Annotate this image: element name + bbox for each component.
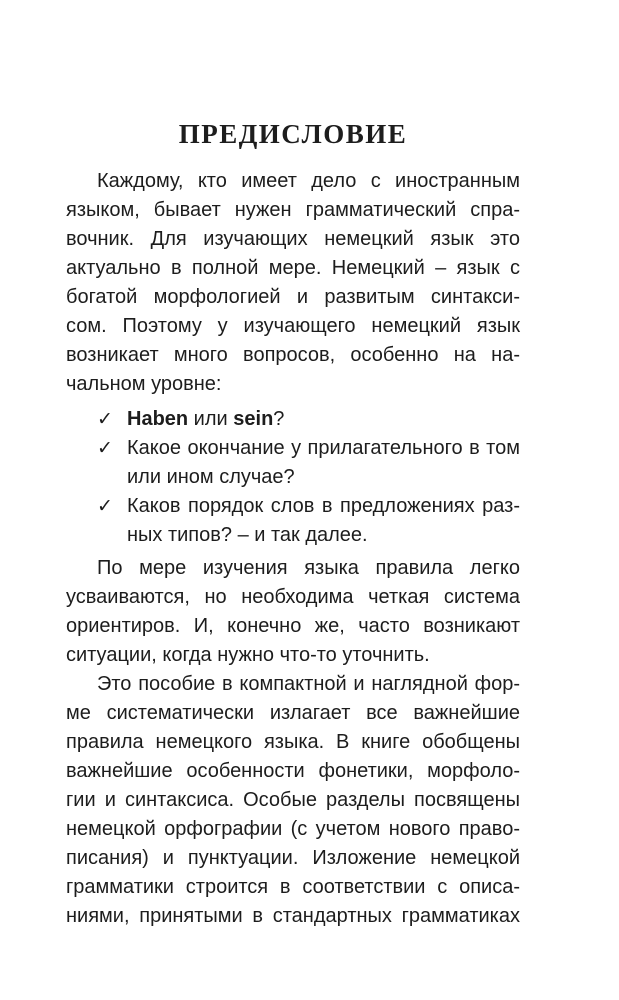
- text-line: [66, 554, 520, 583]
- text-line: [127, 434, 520, 463]
- checklist-item: [66, 492, 520, 550]
- text-line: [127, 405, 520, 434]
- text-line: [127, 521, 520, 550]
- text-segment: правила немецкого языка. В книге обобщены: [66, 731, 520, 753]
- text-line: [127, 463, 520, 492]
- text-segment: возникает много вопросов, особенно на на-: [66, 344, 520, 366]
- text-line: [66, 844, 520, 873]
- checkmark-icon: ✓: [97, 409, 113, 430]
- text-segment: немецкой орфографии (с учетом нового право-: [66, 818, 520, 840]
- text-segment: Каков порядок слов в предложениях раз-: [127, 495, 520, 517]
- bold-text: Haben: [127, 408, 189, 430]
- checklist-item-text: [127, 434, 520, 492]
- text-segment: ориентиров. И, конечно же, часто возникают: [66, 615, 520, 637]
- text-line: [66, 225, 520, 254]
- text-segment: По мере изучения языка правила легко: [97, 557, 520, 579]
- text-line: [66, 612, 520, 641]
- checklist-item-text: [127, 492, 520, 550]
- text-segment: усваиваются, но необходима четкая система: [66, 586, 520, 608]
- text-line: [66, 341, 520, 370]
- text-segment: ?: [273, 408, 285, 430]
- text-segment: важнейшие особенности фонетики, морфоло-: [66, 760, 520, 782]
- text-segment: гии и синтаксиса. Особые разделы посвящены: [66, 789, 520, 811]
- text-line: [66, 757, 520, 786]
- text-line: [66, 370, 520, 399]
- page-title: ПРЕДИСЛОВИЕ: [178, 119, 408, 149]
- text-line: [66, 283, 520, 312]
- text-segment: ситуации, когда нужно что-то уточнить.: [66, 644, 430, 666]
- checkmark-icon: ✓: [97, 438, 113, 459]
- text-segment: сом. Поэтому у изучающего немецкий язык: [66, 315, 520, 337]
- page-body: [66, 167, 520, 931]
- text-segment: языком, бывает нужен грамматический спра-: [66, 199, 520, 221]
- text-line: [66, 728, 520, 757]
- text-line: [127, 492, 520, 521]
- paragraph: [66, 670, 520, 931]
- text-segment: или ином случае?: [127, 466, 295, 488]
- text-line: [66, 670, 520, 699]
- text-segment: ных типов? – и так далее.: [127, 524, 368, 546]
- text-line: [66, 786, 520, 815]
- text-segment: чальном уровне:: [66, 373, 222, 395]
- text-line: [66, 583, 520, 612]
- text-line: [66, 167, 520, 196]
- text-segment: писания) и пунктуации. Изложение немецкой: [66, 847, 520, 869]
- paragraph: [66, 554, 520, 670]
- page-content: [66, 118, 520, 931]
- checklist-item: [66, 405, 520, 434]
- text-segment: Какое окончание у прилагательного в том: [127, 437, 520, 459]
- text-segment: грамматики строится в соответствии с описа-: [66, 876, 520, 898]
- text-line: [66, 641, 520, 670]
- checkmark-icon: ✓: [97, 496, 113, 517]
- text-segment: ниями, принятыми в стандартных грамматиках: [66, 905, 520, 927]
- text-segment: богатой морфологией и развитым синтакси-: [66, 286, 520, 308]
- text-line: [66, 699, 520, 728]
- text-line: [66, 254, 520, 283]
- text-line: [66, 902, 520, 931]
- paragraph: [66, 167, 520, 399]
- text-line: [66, 312, 520, 341]
- text-segment: вочник. Для изучающих немецкий язык это: [66, 228, 520, 250]
- bold-text: sein: [233, 408, 274, 430]
- checklist-item-text: [127, 405, 520, 434]
- text-line: [66, 873, 520, 902]
- text-segment: Каждому, кто имеет дело с иностранным: [97, 170, 520, 192]
- text-segment: или: [188, 408, 234, 430]
- checklist-item: [66, 434, 520, 492]
- checklist: [66, 405, 520, 550]
- text-segment: актуально в полной мере. Немецкий – язык с: [66, 257, 520, 279]
- text-line: [66, 196, 520, 225]
- text-segment: ме систематически излагает все важнейшие: [66, 702, 520, 724]
- text-line: [66, 815, 520, 844]
- text-segment: Это пособие в компактной и наглядной фор-: [97, 673, 520, 695]
